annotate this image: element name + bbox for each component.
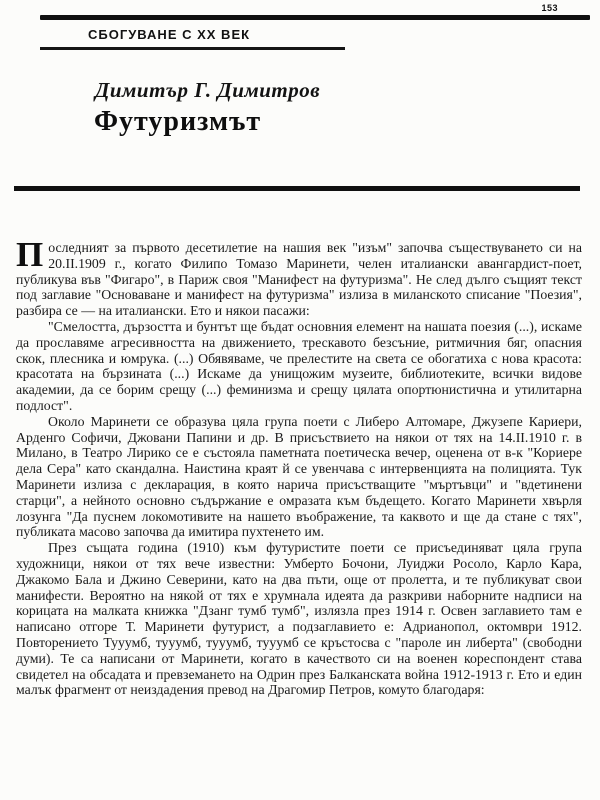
paragraph: През същата година (1910) към футуристите поети се присъединяват цяла група художници, някои от тях вече известни: Умберто Бочони, Луиджи Росоло, Карло Кара, Джакомо Бала и Джино Северини, като на два пъти, още от пролетта, и те публикуват свои манифести. Вероятно на някой от тях е хрумнала идеята да разкриви наборните надписи на корицата на малката книжка "Дзанг тумб тумб", излязла през 1914 г. Освен заглавието там е написано отгоре Т. Маринети футурист, а подзаглавието е: Адрианопол, октомври 1912. Повторението Тууумб, тууумб, тууумб, тууумб се кръстосва с "пароле ин либерта" (свободни думи). Те са написани от Маринети, когато в качеството си на военен кореспондент става свидетел на обсадата и превземането на Одрин през Балканската война 1912-1913 г. Ето и един малък фрагмент от неиздадения превод на Драгомир Петров, комуто благодаря: <box>16 540 582 698</box>
section-header: СБОГУВАНЕ С XX ВЕК <box>88 27 251 42</box>
author-name: Димитър Г. Димитров <box>95 78 321 102</box>
paragraph: Последният за първото десетилетие на нашия век "изъм" започва съществуването си на 20.II.1909 г., когато Филипо Томазо Маринети, челен италиански авангардист-поет, публикува във "Фигаро", в Париж своя "Манифест на футуризма". Не след дълго същият текст под заглавие "Основаване и манифест на футуризма" излиза в миланското списание "Поезия", разбира се — на италиански. Ето и някои пасажи: <box>16 235 582 319</box>
header-underline <box>40 47 345 50</box>
divider-rule <box>14 186 580 191</box>
paragraph: Около Маринети се образува цяла група поети с Либеро Алтомаре, Джузепе Кариери, Арденго Софичи, Джовани Папини и др. В присъствието на някои от тях на 14.II.1910 г. в Милано, в Театро Лирико се е състояла паметната поетическа вечер, оценена от в-к "Кориере дела Сера" като скандална. Наистина краят й се увенчава с интервенцията на полицията. Тук Маринети излиза с декларация, в която нарича присъстващите "мъртъвци" и "вдетинени старци", а нейното основно съдържание е омразата към бъдещето. Когато Маринети хвърля лозунга "Да пуснем локомотивите на нашето въображение, та каквото и ще да стане с тях", публиката масово започва да имитира пухтенето им. <box>16 413 582 540</box>
drop-cap-letter: П <box>16 235 44 274</box>
article-title: Футуризмът <box>94 106 262 137</box>
article-body <box>16 235 582 698</box>
top-rule <box>40 15 590 20</box>
page-number: 153 <box>541 3 558 13</box>
paragraph: "Смелостта, дързостта и бунтът ще бъдат основния елемент на нашата поезия (...), искаме да прославяме агресивността на движението, трескавото безсъние, ритмичния бяг, опасния скок, плесника и юмрука. (...) Обявяваме, че прелестите на света се обогатиха с нова красота: красотата на бързината (...) Искаме да унищожим музеите, библиотеките, всички видове академии, да се борим срещу (...) феминизма и срещу цялата опортюнистична и утилитарна подлост". <box>16 318 582 413</box>
